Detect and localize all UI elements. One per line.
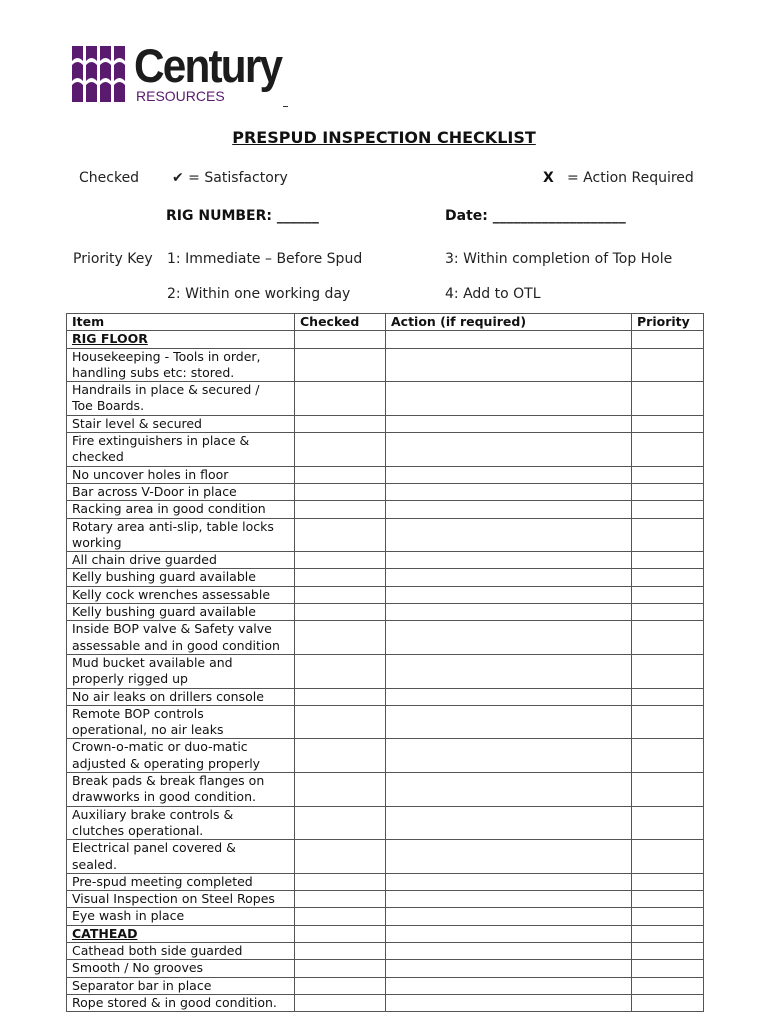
item-text: Separator bar in place [72, 977, 212, 993]
satisfactory-legend: ✔ = Satisfactory [172, 170, 288, 186]
table-row [67, 908, 704, 925]
item-cell [67, 994, 295, 1011]
col-header-checked: Checked [295, 314, 386, 331]
checked-cell[interactable] [295, 891, 386, 908]
item-cell [67, 891, 295, 908]
section-row [67, 331, 704, 348]
col-header-item: Item [67, 314, 295, 331]
checked-cell[interactable] [295, 552, 386, 569]
item-cell [67, 382, 295, 416]
item-text: operational, no air leaks [72, 722, 224, 738]
item-cell [67, 569, 295, 586]
date-label [445, 208, 626, 224]
checklist-body [67, 331, 704, 1012]
action-cell[interactable] [386, 501, 632, 518]
action-cell[interactable] [386, 925, 632, 942]
priority-4: 4: Add to OTL [445, 286, 541, 302]
logo-company-name: Century [134, 39, 282, 92]
action-cell[interactable] [386, 433, 632, 467]
priority-cell[interactable] [632, 433, 704, 467]
checked-cell[interactable] [295, 331, 386, 348]
action-cell[interactable] [386, 891, 632, 908]
item-text: sealed. [72, 856, 117, 872]
checked-cell[interactable] [295, 994, 386, 1011]
item-cell [67, 501, 295, 518]
item-text: Kelly bushing guard available [72, 569, 256, 585]
col-header-action: Action (if required) [386, 314, 632, 331]
priority-3: 3: Within completion of Top Hole [445, 251, 673, 267]
page-title: PRESPUD INSPECTION CHECKLIST [232, 128, 536, 147]
item-cell [67, 483, 295, 500]
action-cell[interactable] [386, 773, 632, 807]
table-row [67, 552, 704, 569]
priority-cell[interactable] [632, 994, 704, 1011]
checked-cell[interactable] [295, 415, 386, 432]
action-cell[interactable] [386, 739, 632, 773]
item-text: Crown-o-matic or duo-matic [72, 739, 248, 755]
table-row [67, 873, 704, 890]
x-mark-icon: X [543, 170, 554, 186]
priority-cell[interactable] [632, 552, 704, 569]
checked-cell[interactable] [295, 621, 386, 655]
col-header-priority: Priority [632, 314, 704, 331]
priority-2: 2: Within one working day [167, 286, 351, 302]
table-row [67, 518, 704, 552]
item-text: Kelly bushing guard available [72, 604, 256, 620]
checked-cell[interactable] [295, 688, 386, 705]
priority-key-label: Priority Key [73, 251, 153, 267]
checked-cell[interactable] [295, 586, 386, 603]
table-row [67, 415, 704, 432]
checked-cell[interactable] [295, 501, 386, 518]
priority-cell[interactable] [632, 654, 704, 688]
item-text: Rope stored & in good condition. [72, 994, 277, 1010]
priority-cell[interactable] [632, 873, 704, 890]
checked-cell[interactable] [295, 569, 386, 586]
item-cell [67, 705, 295, 739]
item-text: assessable and in good condition [72, 637, 280, 653]
action-cell[interactable] [386, 586, 632, 603]
priority-cell[interactable] [632, 960, 704, 977]
priority-cell[interactable] [632, 483, 704, 500]
action-cell[interactable] [386, 960, 632, 977]
action-cell[interactable] [386, 977, 632, 994]
item-cell [67, 960, 295, 977]
item-text: Break pads & break flanges on [72, 773, 265, 789]
action-cell[interactable] [386, 382, 632, 416]
table-row [67, 483, 704, 500]
table-row [67, 604, 704, 621]
item-text: drawworks in good condition. [72, 789, 256, 805]
item-text: Eye wash in place [72, 908, 185, 924]
action-required-legend: = Action Required [567, 170, 694, 186]
rig-number-field[interactable]: : ______ [266, 208, 319, 224]
item-cell [67, 977, 295, 994]
priority-cell[interactable] [632, 688, 704, 705]
action-cell[interactable] [386, 705, 632, 739]
checked-cell[interactable] [295, 840, 386, 874]
section-heading [67, 925, 295, 942]
item-text: Visual Inspection on Steel Ropes [72, 891, 275, 907]
item-cell [67, 552, 295, 569]
item-text: clutches operational. [72, 822, 204, 838]
table-row [67, 994, 704, 1011]
checked-cell[interactable] [295, 483, 386, 500]
item-text: checked [72, 449, 124, 465]
checklist-table [66, 313, 704, 1012]
action-cell[interactable] [386, 942, 632, 959]
checked-cell[interactable] [295, 977, 386, 994]
action-cell[interactable] [386, 621, 632, 655]
table-row [67, 840, 704, 874]
action-cell[interactable] [386, 806, 632, 840]
item-text: Pre-spud meeting completed [72, 873, 253, 889]
item-text: Smooth / No grooves [72, 960, 204, 976]
section-heading [67, 331, 295, 348]
item-text: RIG FLOOR [72, 331, 148, 347]
item-cell [67, 518, 295, 552]
item-text: Stair level & secured [72, 415, 202, 431]
checked-cell[interactable] [295, 705, 386, 739]
priority-cell[interactable] [632, 382, 704, 416]
checked-cell[interactable] [295, 908, 386, 925]
item-text: Auxiliary brake controls & [72, 806, 234, 822]
checked-cell[interactable] [295, 942, 386, 959]
action-cell[interactable] [386, 415, 632, 432]
table-row [67, 466, 704, 483]
priority-cell[interactable] [632, 977, 704, 994]
table-row [67, 891, 704, 908]
item-text: Mud bucket available and [72, 654, 233, 670]
item-text: Electrical panel covered & [72, 840, 236, 856]
action-cell[interactable] [386, 688, 632, 705]
item-text: CATHEAD [72, 925, 138, 941]
item-text: Handrails in place & secured / [72, 382, 260, 398]
item-cell [67, 688, 295, 705]
item-text: No air leaks on drillers console [72, 688, 264, 704]
checked-cell[interactable] [295, 773, 386, 807]
checked-cell[interactable] [295, 739, 386, 773]
priority-cell[interactable] [632, 806, 704, 840]
priority-1: 1: Immediate – Before Spud [167, 251, 363, 267]
action-cell[interactable] [386, 654, 632, 688]
priority-cell[interactable] [632, 501, 704, 518]
century-logo-mark-icon [72, 44, 128, 104]
item-text: All chain drive guarded [72, 552, 217, 568]
priority-cell[interactable] [632, 569, 704, 586]
checked-cell[interactable] [295, 925, 386, 942]
action-cell[interactable] [386, 908, 632, 925]
item-cell [67, 908, 295, 925]
checked-cell[interactable] [295, 604, 386, 621]
item-cell [67, 840, 295, 874]
item-cell [67, 586, 295, 603]
table-row [67, 586, 704, 603]
priority-cell[interactable] [632, 773, 704, 807]
item-text: Toe Boards. [72, 398, 145, 414]
priority-cell[interactable] [632, 331, 704, 348]
item-text: Inside BOP valve & Safety valve [72, 621, 272, 637]
item-cell [67, 433, 295, 467]
checked-cell[interactable] [295, 873, 386, 890]
checked-cell[interactable] [295, 433, 386, 467]
action-cell[interactable] [386, 840, 632, 874]
logo-subtitle: RESOURCES [136, 88, 225, 104]
table-row [67, 654, 704, 688]
table-row [67, 705, 704, 739]
priority-cell[interactable] [632, 891, 704, 908]
rig-number-text: RIG NUMBER [166, 208, 267, 224]
action-cell[interactable] [386, 331, 632, 348]
action-cell[interactable] [386, 569, 632, 586]
item-text: Bar across V-Door in place [72, 483, 237, 499]
item-text: Racking area in good condition [72, 501, 266, 517]
checked-cell[interactable] [295, 960, 386, 977]
action-cell[interactable] [386, 466, 632, 483]
checked-cell[interactable] [295, 806, 386, 840]
item-cell [67, 654, 295, 688]
priority-cell[interactable] [632, 604, 704, 621]
item-cell [67, 873, 295, 890]
priority-cell[interactable] [632, 705, 704, 739]
item-cell [67, 415, 295, 432]
checked-cell[interactable] [295, 382, 386, 416]
priority-cell[interactable] [632, 908, 704, 925]
table-row [67, 977, 704, 994]
priority-cell[interactable] [632, 348, 704, 382]
item-text: properly rigged up [72, 671, 188, 687]
action-cell[interactable] [386, 483, 632, 500]
rig-number-label [166, 208, 319, 224]
table-row [67, 348, 704, 382]
item-cell [67, 604, 295, 621]
priority-cell[interactable] [632, 518, 704, 552]
item-text: Housekeeping - Tools in order, [72, 348, 261, 364]
table-row [67, 739, 704, 773]
priority-cell[interactable] [632, 942, 704, 959]
priority-cell[interactable] [632, 466, 704, 483]
item-text: Cathead both side guarded [72, 942, 243, 958]
item-text: No uncover holes in floor [72, 466, 229, 482]
checked-cell[interactable] [295, 654, 386, 688]
action-cell[interactable] [386, 873, 632, 890]
item-cell [67, 773, 295, 807]
priority-cell[interactable] [632, 840, 704, 874]
item-text: Remote BOP controls [72, 705, 204, 721]
priority-cell[interactable] [632, 925, 704, 942]
checked-cell[interactable] [295, 518, 386, 552]
action-cell[interactable] [386, 604, 632, 621]
item-cell [67, 806, 295, 840]
table-row [67, 382, 704, 416]
table-row [67, 501, 704, 518]
table-row [67, 773, 704, 807]
action-cell[interactable] [386, 348, 632, 382]
item-text: Kelly cock wrenches assessable [72, 586, 271, 602]
item-cell [67, 942, 295, 959]
item-text: handling subs etc: stored. [72, 364, 235, 380]
table-row [67, 688, 704, 705]
checked-legend-label: Checked [79, 170, 140, 186]
item-text: working [72, 534, 122, 550]
action-cell[interactable] [386, 552, 632, 569]
priority-cell[interactable] [632, 415, 704, 432]
checked-cell[interactable] [295, 348, 386, 382]
table-row [67, 621, 704, 655]
table-row [67, 569, 704, 586]
item-text: adjusted & operating properly [72, 755, 261, 771]
table-header-row [67, 314, 704, 331]
checked-cell[interactable] [295, 466, 386, 483]
company-logo [72, 39, 287, 108]
item-cell [67, 621, 295, 655]
priority-cell[interactable] [632, 586, 704, 603]
table-row [67, 433, 704, 467]
item-text: Fire extinguishers in place & [72, 433, 250, 449]
table-row [67, 942, 704, 959]
action-cell[interactable] [386, 518, 632, 552]
priority-cell[interactable] [632, 621, 704, 655]
table-row [67, 806, 704, 840]
item-cell [67, 739, 295, 773]
date-field[interactable]: : ___________________ [482, 208, 626, 224]
item-text: Rotary area anti-slip, table locks [72, 518, 274, 534]
priority-cell[interactable] [632, 739, 704, 773]
date-text: Date [445, 208, 483, 224]
item-cell [67, 466, 295, 483]
table-row [67, 960, 704, 977]
action-cell[interactable] [386, 994, 632, 1011]
item-cell [67, 348, 295, 382]
divider [283, 106, 288, 107]
section-row [67, 925, 704, 942]
